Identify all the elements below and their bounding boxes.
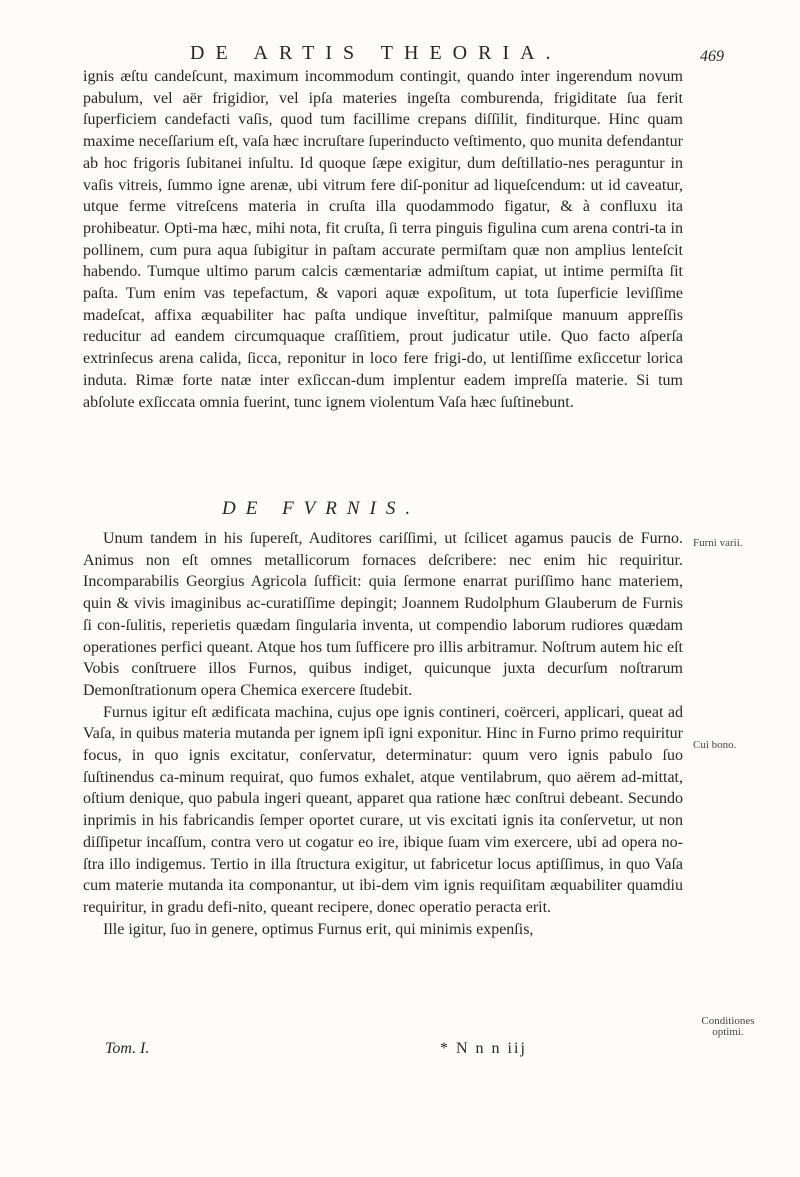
margin-note-cui-bono: Cui bono. <box>693 739 737 751</box>
volume-mark: Tom. I. <box>105 1040 150 1057</box>
text-block-section <box>83 528 683 940</box>
page-number: 469 <box>700 48 724 65</box>
section-heading: DE FVRNIS. <box>222 498 421 519</box>
signature-mark: * N n n iij <box>440 1040 527 1057</box>
paragraph-furnus-definition: Furnus igitur eſt ædificata machina, cujus ope ignis contineri, coërceri, applicari, queat ad Vaſa, in quibus materia mutanda per ignem ipſi igni exponitur. Hinc in Furno primo requiritur focus, in quo ignis excitatur, conſervatur, determinatur: quum vero ignis pabulo ſuo ſuſtinendus ca-minum requirat, quo fumos exhalet, atque ventilabrum, quo aërem ad-mittat, oſtium denique, quo pabula ingeri queant, apparet qua ratione hæc conſtrui debeant. Secundo inprimis in his fabricandis ſemper oportet curare, ut vis excitati ignis ita conſervetur, ut non diſſipetur incaſſum, contra vero ut cogatur eo ire, ibique ſuam vim exercere, ubi ad opera no-ſtra illo indigemus. Tertio in illa ſtructura exigitur, ut fabricetur locus aptiſſimus, in quo Vaſa cum materie mutanda ita componantur, ut ibi-dem vim ignis requiſitam æquabiliter quamdiu requiritur, in gradu defi-nito, queant recipere, donec operatio peracta erit. <box>83 703 683 916</box>
margin-note-furni-varii: Furni varii. <box>693 537 743 549</box>
text-block-top <box>83 66 683 413</box>
paragraph-continuation: ignis æſtu candeſcunt, maximum incommodum contingit, quando inter ingerendum novum pabulum, vel aër frigidior, vel ipſa materies ingeſta comburenda, frigiditate ſua ferit ſuperficiem candefacti vaſis, quod tum facillime crepans diſſilit, finditurque. Hinc quam maxime neceſſarium eſt, vaſa hæc incruſtare ſuperinducto veſtimento, quo munita defendantur ab hoc frigoris ſubitanei inſultu. Id quoque ſæpe exigitur, dum deſtillatio-nes peraguntur in vaſis vitreis, ſummo igne arenæ, ubi vitrum fere diſ-ponitur ad liqueſcendum: ut id caveatur, utque ferme vitreſcens materia in cruſta illa quodammodo figatur, & à confluxu ita prohibeatur. Opti-ma hæc, mihi nota, fit cruſta, ſi terra pinguis figulina cum arena contri-ta in pollinem, cum pura aqua ſubigitur in paſtam accurate permiſtam quæ non amplius lenteſcit habendo. Tumque ultimo parum calcis cæmentariæ admiſtum capiat, ut intime permiſta ſit paſta. Tum enim vas tepefactum, & vapori aquæ expoſitum, ut tota ſuperficie leviſſime madeſcat, affixa æquabiliter hac paſta undique inveſtitur, palmiſque manuum appreſſis reducitur ad eandem circumquaque craſſitiem, prout judicatur utile. Quo facto aſperſa extrinſecus arena calida, ſicca, reponitur in loco fere frigi-do, ut lentiſſime exſiccetur lorica induta. Rimæ forte natæ inter exſiccan-dum implentur eadem impreſſa materie. Si tum abſolute exſiccata omnia fuerint, tunc ignem violentum Vaſa hæc ſuſtinebunt. <box>83 68 683 411</box>
paragraph-optimus-furnus: Ille igitur, ſuo in genere, optimus Furnus erit, qui minimis expenſis, <box>103 920 534 938</box>
paragraph-furni: Unum tandem in his ſupereſt, Auditores cariſſimi, ut ſcilicet agamus paucis de Furno. Animus non eſt omnes metallicorum fornaces deſcribere: nec enim hic requiritur. Incomparabilis Georgius Agricola ſufficit: quia ſermone enarrat puriſſimo hanc materiem, quin & vivis imaginibus ac-curatiſſime depingit; Joannem Rudolphum Glauberum de Furnis ſi con-ſulitis, reperietis quædam ſingularia inventa, ut compendio laborum rudiores quædam operationes perfici queant. Atque hos tum ſufficere pro illis arbitramur. Noſtrum autem hic eſt Vobis conſtruere illos Furnos, quibus indiget, quicunque juxta decurſum noſtrarum Demonſtrationum opera Chemica exercere ſtudebit. <box>83 530 683 699</box>
running-head: DE ARTIS THEORIA. <box>190 42 562 64</box>
margin-note-conditiones: Conditiones optimi. <box>701 1015 755 1038</box>
